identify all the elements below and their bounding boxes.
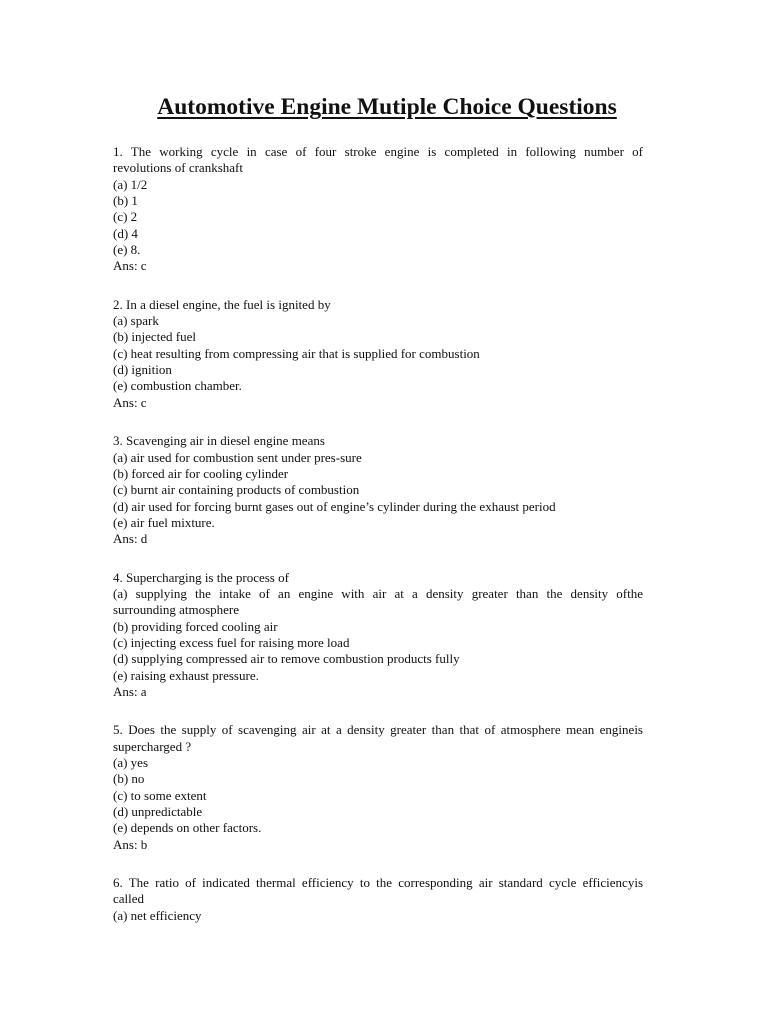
option-a: (a) supplying the intake of an engine with air at a density greater than the density ofthe xyxy=(113,585,643,601)
question-list xyxy=(113,144,643,946)
question-text: 5. Does the supply of scavenging air at a density greater than that of atmosphere mean engineis xyxy=(113,722,643,738)
option-a: (a) spark xyxy=(113,313,159,329)
answer: Ans: a xyxy=(113,683,147,699)
question-text: called xyxy=(113,891,145,907)
option-b: (b) providing forced cooling air xyxy=(113,618,278,634)
question-4 xyxy=(113,570,643,701)
option-d: (d) ignition xyxy=(113,362,172,378)
option-a: (a) air used for combustion sent under pres-sure xyxy=(113,449,362,465)
answer: Ans: c xyxy=(113,394,147,410)
option-e: (e) air fuel mixture. xyxy=(113,514,215,530)
option-a: (a) yes xyxy=(113,755,149,770)
option-c: (c) burnt air containing products of combustion xyxy=(113,482,360,498)
answer: Ans: c xyxy=(113,258,147,274)
option-a: (a) net efficiency xyxy=(113,907,202,923)
option-c: (c) 2 xyxy=(113,209,138,225)
option-b: (b) injected fuel xyxy=(113,329,197,345)
answer: Ans: d xyxy=(113,531,148,547)
option-a-continued: surrounding atmosphere xyxy=(113,602,240,618)
question-text: 4. Supercharging is the process of xyxy=(113,569,289,585)
option-e: (e) raising exhaust pressure. xyxy=(113,667,259,683)
option-c: (c) to some extent xyxy=(113,787,207,803)
option-e: (e) 8. xyxy=(113,242,141,258)
answer: Ans: b xyxy=(113,836,148,852)
option-d: (d) air used for forcing burnt gases out of engine’s cylinder during the exhaust period xyxy=(113,498,556,514)
option-b: (b) 1 xyxy=(113,193,138,209)
question-3 xyxy=(113,433,643,547)
question-text: revolutions of crankshaft xyxy=(113,160,243,176)
question-text: 1. The working cycle in case of four stroke engine is completed in following number of xyxy=(113,144,643,159)
option-c: (c) heat resulting from compressing air that is supplied for combustion xyxy=(113,345,480,361)
question-text: 3. Scavenging air in diesel engine means xyxy=(113,433,325,449)
question-1 xyxy=(113,144,643,275)
option-d: (d) unpredictable xyxy=(113,804,203,820)
question-5 xyxy=(113,722,643,853)
option-a: (a) 1/2 xyxy=(113,176,148,192)
question-text: supercharged ? xyxy=(113,738,192,754)
option-b: (b) forced air for cooling cylinder xyxy=(113,465,289,481)
option-c: (c) injecting excess fuel for raising more load xyxy=(113,634,350,650)
option-b: (b) no xyxy=(113,771,145,787)
option-d: (d) supplying compressed air to remove combustion products fully xyxy=(113,651,460,667)
option-d: (d) 4 xyxy=(113,225,138,241)
document-title: Automotive Engine Mutiple Choice Questions xyxy=(157,94,617,120)
option-e: (e) combustion chamber. xyxy=(113,378,242,394)
option-e: (e) depends on other factors. xyxy=(113,820,262,836)
question-6 xyxy=(113,875,643,924)
question-2 xyxy=(113,297,643,411)
question-text: 2. In a diesel engine, the fuel is ignited by xyxy=(113,296,331,312)
question-text: 6. The ratio of indicated thermal efficiency to the corresponding air standard cycle efficiencyis xyxy=(113,875,643,891)
